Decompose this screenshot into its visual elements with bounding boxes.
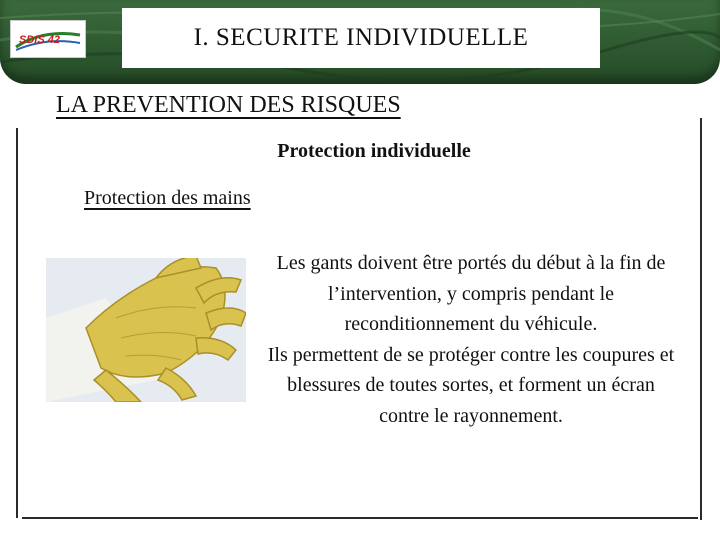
logo-text: SDIS 42 bbox=[19, 34, 60, 46]
frame-bottom bbox=[22, 517, 698, 519]
frame-left bbox=[16, 128, 18, 518]
topic-title: Protection des mains bbox=[84, 187, 251, 209]
paragraph-2: Ils permettent de se protéger contre les coupures et blessures de toutes sortes, et forment un écran contre le rayonnement. bbox=[267, 343, 675, 427]
gloves-photo bbox=[46, 258, 246, 402]
slide-title: I. SECURITE INDIVIDUELLE bbox=[193, 24, 529, 51]
title-box bbox=[122, 8, 600, 68]
frame-right bbox=[700, 118, 702, 520]
paragraph-1: Les gants doivent être portés du début à la fin de l’intervention, y compris pendant le reconditionnement du véhicule. bbox=[276, 252, 666, 335]
header-banner bbox=[0, 0, 720, 84]
body-text bbox=[262, 248, 680, 431]
subsection-title: Protection individuelle bbox=[277, 140, 471, 162]
section-title: LA PREVENTION DES RISQUES bbox=[56, 92, 401, 118]
sdis-logo bbox=[10, 20, 86, 58]
